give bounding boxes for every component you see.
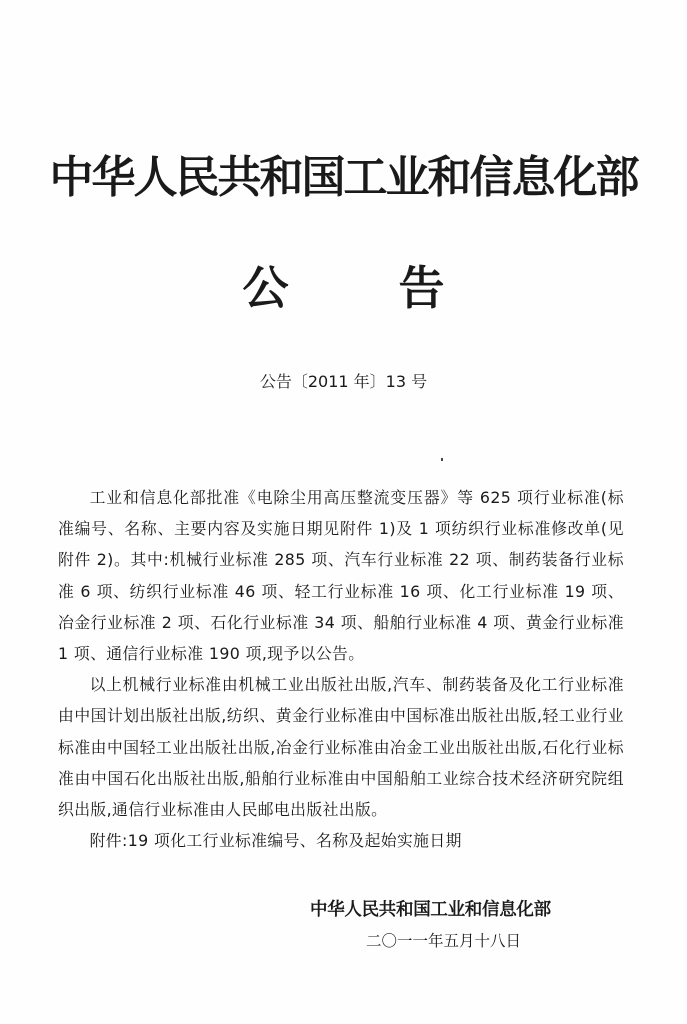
signature-date: 二〇一一年五月十八日 (366, 932, 522, 950)
notice-title: 公告 (242, 261, 555, 315)
scan-speck (441, 458, 443, 461)
issuing-organization-heading: 中华人民共和国工业和信息化部 (49, 152, 638, 203)
body-paragraph-approval: 工业和信息化部批准《电除尘用高压整流变压器》等 625 项行业标准(标准编号、名称、主要内容及实施日期见附件 1)及 1 项纺织行业标准修改单(见附件 2)。其中:机械行业标准 285 项、汽车行业标准 22 项、制药装备行业标准 6 项、纺织行业标准 46 项、轻工行业标准 16 项、化工行业标准 19 项、冶金行业标准 2 项、石化行业标准 34 项、船舶行业标准 4 项、黄金行业标准 1 项、通信行业标准 190 项,现予以公告。 (58, 488, 624, 664)
notice-body (58, 482, 624, 856)
body-paragraph-attachment: 附件:19 项化工行业标准编号、名称及起始实施日期 (89, 831, 462, 851)
notice-number: 公告〔2011 年〕13 号 (259, 372, 428, 391)
body-paragraph-publishers: 以上机械行业标准由机械工业出版社出版,汽车、制药装备及化工行业标准由中国计划出版社出版,纺织、黄金行业标准由中国标准出版社出版,轻工业行业标准由中国轻工业出版社出版,冶金行业标准由冶金工业出版社出版,石化行业标准由中国石化出版社出版,船舶行业标准由中国船舶工业综合技术经济研究院组织出版,通信行业标准由人民邮电出版社出版。 (58, 675, 624, 820)
signature-organization: 中华人民共和国工业和信息化部 (310, 900, 551, 920)
